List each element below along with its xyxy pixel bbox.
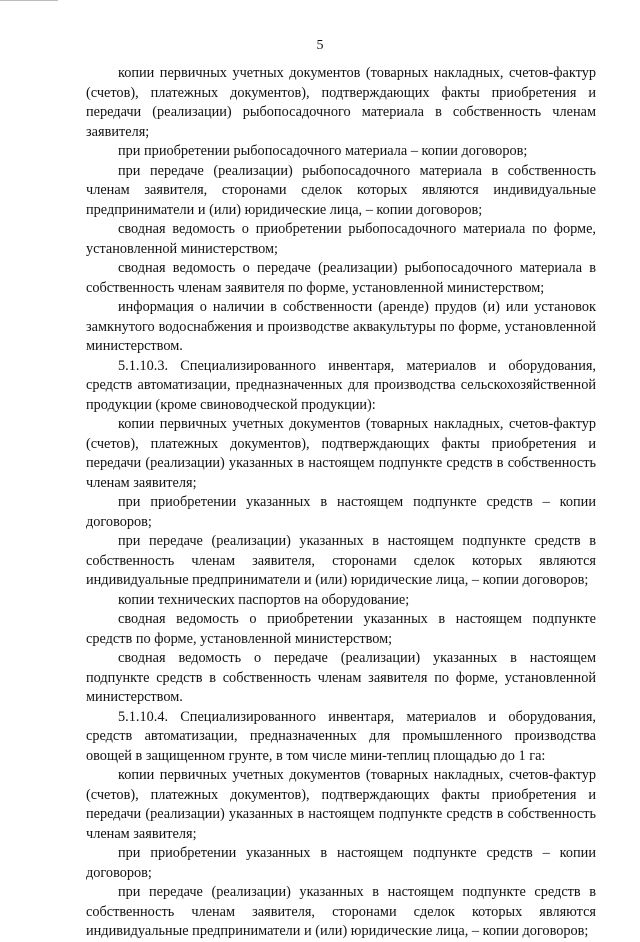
section-heading-5-1-10-3: 5.1.10.3. Специализированного инвентаря, материалов и оборудования, средств автоматизации, предназначенных для производства сельскохозяйственной продукции (кроме свиноводческой продукции): bbox=[86, 357, 596, 413]
paragraph: сводная ведомость о передаче (реализации) рыбопосадочного материала в собственность членам заявителя по форме, установленной министерством; bbox=[86, 260, 596, 296]
paragraph: сводная ведомость о приобретении рыбопосадочного материала по форме, установленной министерством; bbox=[86, 221, 596, 257]
paragraph: сводная ведомость о передаче (реализации) указанных в настоящем подпункте средств в собственность членам заявителя по форме, установленной министерством. bbox=[86, 650, 596, 705]
paragraph: при приобретении рыбопосадочного материала – копии договоров; bbox=[118, 143, 528, 159]
paragraph: сводная ведомость о приобретении указанных в настоящем подпункте средств по форме, установленной министерством; bbox=[86, 611, 596, 647]
document-body bbox=[86, 64, 596, 942]
page-number: 5 bbox=[316, 38, 324, 53]
section-heading-5-1-10-4: 5.1.10.4. Специализированного инвентаря, материалов и оборудования, средств автоматизации, предназначенных для промышленного производства овощей в защищенном грунте, в том числе мини-теплиц площадью до 1 га: bbox=[86, 708, 596, 764]
paragraph: при передаче (реализации) указанных в настоящем подпункте средств в собственность членам заявителя, сторонами сделок которых являются индивидуальные предприниматели и (или) юридические лица, – копии договоров; bbox=[86, 884, 596, 939]
paragraph: информация о наличии в собственности (аренде) прудов (и) или установок замкнутого водоснабжения и производстве аквакультуры по форме, установленной министерством. bbox=[86, 299, 596, 354]
paragraph: копии первичных учетных документов (товарных накладных, счетов-фактур (счетов), платежных документов), подтверждающих факты приобретения и передачи (реализации) рыбопосадочного материала в собственность членам заявителя; bbox=[86, 65, 596, 140]
paragraph: при приобретении указанных в настоящем подпункте средств – копии договоров; bbox=[86, 845, 596, 881]
paragraph: при приобретении указанных в настоящем подпункте средств – копии договоров; bbox=[86, 494, 596, 530]
paragraph: копии технических паспортов на оборудование; bbox=[118, 591, 410, 608]
paragraph: копии первичных учетных документов (товарных накладных, счетов-фактур (счетов), платежных документов), подтверждающих факты приобретения и передачи (реализации) указанных в настоящем подпункте средств в собственность членам заявителя; bbox=[86, 767, 596, 842]
paragraph: копии первичных учетных документов (товарных накладных, счетов-фактур (счетов), платежных документов), подтверждающих факты приобретения и передачи (реализации) указанных в настоящем подпункте средств в собственность членам заявителя; bbox=[86, 416, 596, 491]
scan-edge-mark bbox=[0, 0, 58, 1]
paragraph: при передаче (реализации) рыбопосадочного материала в собственность членам заявителя, сторонами сделок которых являются индивидуальные предприниматели и (или) юридические лица, – копии договоров; bbox=[86, 162, 596, 218]
paragraph: при передаче (реализации) указанных в настоящем подпункте средств в собственность членам заявителя, сторонами сделок которых являются индивидуальные предприниматели и (или) юридические лица, – копии договоров; bbox=[86, 533, 596, 588]
